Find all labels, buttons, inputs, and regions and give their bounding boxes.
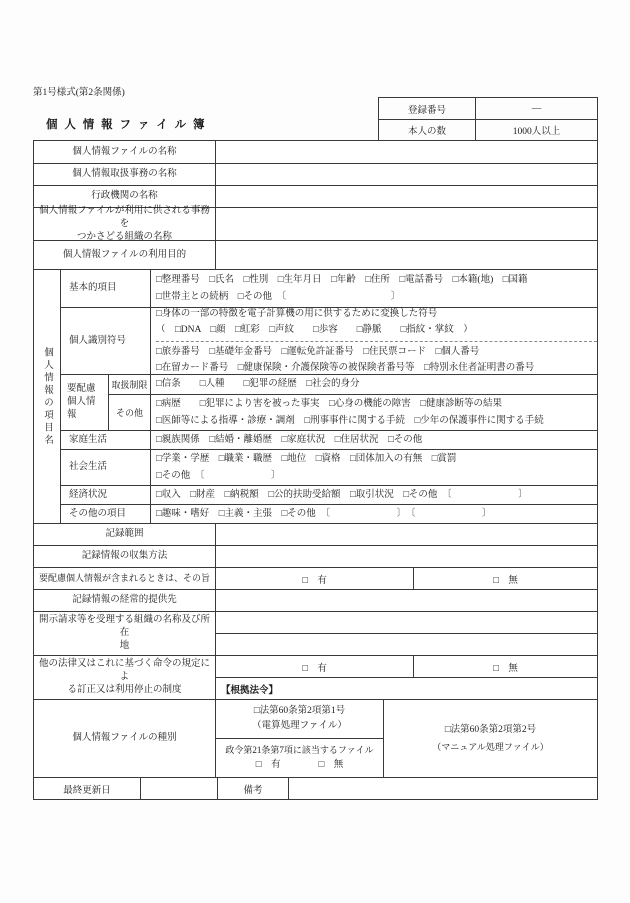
restriction-row: [109, 375, 597, 394]
form-number-note: 第1号様式(第2条関係): [33, 88, 125, 98]
last-updated-row: [34, 777, 597, 799]
org-name-field[interactable]: [216, 208, 597, 240]
identifier-number-line2: □在留カード番号 □健康保険・介護保険等の被保険者番号等 □特別永住者証明書の番号: [156, 363, 535, 373]
family-life-line1: □親族関係 □結婚・離婚歴 □家庭状況 □住居状況 □その他: [156, 434, 423, 445]
person-count-row: [379, 119, 597, 140]
sensitive-other-checkboxes[interactable]: [151, 395, 597, 430]
org-name-row: [34, 207, 597, 240]
page-title: 個 人 情 報 フ ァ イ ル 簿: [46, 119, 207, 131]
sensitive-included-yes-checkbox[interactable]: □ 有: [216, 568, 414, 589]
org-name-label-line1: 個人情報ファイルが利用に供される事務を: [39, 205, 210, 229]
electronic-file-line2: （電算処理ファイル）: [252, 721, 347, 731]
identifier-row: [61, 307, 597, 374]
manual-file-line1: □法第60条第2項第2号: [444, 725, 537, 735]
other-items-row: [61, 504, 597, 523]
family-life-checkboxes[interactable]: [151, 431, 597, 449]
sensitive-info-block: [61, 374, 597, 430]
org-name-label-line2: つかさどる組織の名称: [76, 231, 172, 242]
agency-name-field[interactable]: [216, 186, 597, 207]
registration-table: [378, 97, 598, 141]
economic-status-row: [61, 485, 597, 504]
identifier-bio-group: [156, 306, 597, 339]
org-name-label: [34, 205, 216, 242]
person-count-label: 本人の数: [379, 120, 476, 140]
other-items-label: その他の項目: [61, 505, 151, 523]
routine-provision-label: 記録情報の経常的提供先: [34, 590, 216, 611]
last-updated-field[interactable]: [141, 778, 218, 799]
sensitive-included-options: [216, 568, 597, 589]
disclosure-org-row: [34, 611, 597, 655]
disclosure-org-field-2[interactable]: [216, 633, 597, 655]
file-name-row: [34, 141, 597, 163]
routine-provision-row: [34, 589, 597, 611]
file-type-row: [34, 699, 597, 777]
cabinet-order-yes-no: □ 有 □ 無: [255, 760, 344, 770]
file-type-middle-column: [216, 700, 384, 777]
other-items-checkboxes[interactable]: [151, 505, 597, 523]
collection-method-label: 記録情報の収集方法: [34, 546, 216, 567]
correction-system-row: [34, 655, 597, 699]
record-scope-field[interactable]: [216, 524, 597, 545]
correction-system-label: [34, 656, 216, 699]
basic-items-label: 基本的項目: [61, 270, 151, 307]
other-items-line1: □趣味・嗜好 □主義・主張 □その他 〔 〕 〔 〕: [156, 508, 492, 519]
correction-system-options: [216, 656, 597, 677]
purpose-row: [34, 240, 597, 269]
economic-status-line1: □収入 □財産 □納税額 □公的扶助受給額 □取引状況 □その他 〔 〕: [156, 489, 528, 500]
correction-system-right: [216, 656, 597, 699]
electronic-file-checkbox[interactable]: [216, 700, 383, 738]
cabinet-order-line: 政令第21条第7項に該当するファイル: [225, 745, 374, 755]
social-life-line1: □学業・学歴 □職業・職歴 □地位 □資格 □団体加入の有無 □賞罰: [156, 454, 457, 464]
disclosure-org-label-line2: 地: [119, 641, 130, 651]
legal-basis-cell[interactable]: [216, 677, 597, 699]
identifier-number-group: [156, 341, 597, 377]
handling-name-label: 個人情報取扱事務の名称: [34, 164, 216, 185]
sensitive-other-line1: □病歴 □犯罪により害を被った事実 □心身の機能の障害 □健康診断等の結果: [156, 399, 502, 409]
handling-name-field[interactable]: [216, 164, 597, 185]
basic-items-line2: □世帯主との続柄 □その他 〔 〕: [156, 291, 401, 302]
last-updated-label: 最終更新日: [34, 778, 141, 799]
social-life-label: 社会生活: [61, 450, 151, 485]
remarks-field[interactable]: [289, 778, 597, 799]
restriction-checkboxes[interactable]: [151, 375, 597, 394]
family-life-label: 家庭生活: [61, 431, 151, 449]
basic-items-line1: □整理番号 □氏名 □性別 □生年月日 □年齢 □住所 □電話番号 □本籍(地) □国籍: [156, 275, 528, 285]
items-side-cell: [34, 270, 61, 523]
sensitive-info-label-cell: [61, 375, 109, 430]
correction-system-label-line2: る訂正又は利用停止の制度: [67, 685, 182, 695]
restriction-line1: □信条 □人種 □犯罪の経歴 □社会的身分: [156, 379, 360, 390]
identifier-checkboxes[interactable]: [151, 308, 597, 374]
sensitive-info-label: 要配慮個人情報: [67, 384, 96, 420]
routine-provision-field[interactable]: [216, 590, 597, 611]
sensitive-other-line2: □医師等による指導・診療・調剤 □刑事事件に関する手続 □少年の保護事件に関する手続: [156, 415, 544, 426]
registration-number-row: [379, 98, 597, 119]
person-count-value[interactable]: 1000人以上: [512, 127, 561, 137]
record-scope-row: [34, 523, 597, 545]
sensitive-other-row: [109, 394, 597, 430]
file-name-label: 個人情報ファイルの名称: [34, 141, 216, 163]
main-form-table: [33, 140, 598, 800]
items-section: [34, 269, 597, 523]
social-life-line2: □その他 〔 〕: [156, 470, 281, 481]
correction-system-no-checkbox[interactable]: □ 無: [493, 663, 518, 674]
disclosure-org-field-1[interactable]: [216, 612, 597, 633]
correction-system-yes-checkbox[interactable]: □ 有: [216, 656, 414, 677]
identifier-bio-line1: □身体の一部の特徴を電子計算機の用に供するために変換した符号: [156, 308, 438, 319]
sensitive-info-rows: [109, 375, 597, 430]
basic-items-row: [61, 270, 597, 307]
items-column: [61, 270, 597, 523]
collection-method-field[interactable]: [216, 546, 597, 567]
disclosure-org-label: [34, 612, 216, 655]
identifier-number-line1: □旅券番号 □基礎年金番号 □運転免許証番号 □住民票コード □個人番号: [156, 346, 480, 357]
social-life-row: [61, 449, 597, 485]
registration-number-label: 登録番号: [379, 98, 476, 119]
file-type-label: 個人情報ファイルの種別: [34, 700, 216, 777]
economic-status-label: 経済状況: [61, 486, 151, 504]
purpose-field[interactable]: [216, 241, 597, 269]
manual-file-line2: （マニュアル処理ファイル）: [432, 741, 549, 752]
handling-name-row: [34, 163, 597, 185]
disclosure-org-fields: [216, 612, 597, 655]
items-side-label: 個人情報の項目名: [42, 346, 52, 447]
disclosure-org-label-line1: 開示請求等を受理する組織の名称及び所在: [38, 615, 210, 638]
purpose-label: 個人情報ファイルの利用目的: [34, 241, 216, 269]
registration-number-value[interactable]: —: [531, 103, 542, 114]
social-life-checkboxes[interactable]: [151, 450, 597, 485]
correction-system-label-line1: 他の法律又はこれに基づく命令の規定によ: [38, 659, 210, 682]
legal-basis-label: 【根拠法令】: [221, 685, 279, 696]
sensitive-included-label: 要配慮個人情報が含まれるときは、その旨: [34, 568, 216, 589]
restriction-label: 取扱制限: [109, 375, 151, 394]
file-name-field[interactable]: [216, 141, 597, 163]
basic-items-checkboxes[interactable]: [151, 270, 597, 307]
sensitive-other-label: その他: [109, 395, 151, 430]
sensitive-included-row: [34, 567, 597, 589]
electronic-file-line1: □法第60条第2項第1号: [253, 706, 346, 716]
remarks-label: 備考: [218, 778, 289, 799]
manual-file-checkbox[interactable]: [384, 700, 597, 777]
economic-status-checkboxes[interactable]: [151, 486, 597, 504]
record-scope-label: 記録範囲: [34, 524, 216, 545]
cabinet-order-cell[interactable]: [216, 738, 383, 777]
identifier-label: 個人識別符号: [61, 308, 151, 374]
sensitive-included-no-checkbox[interactable]: □ 無: [493, 575, 518, 586]
identifier-bio-line2: （ □DNA □顔 □虹彩 □声紋 □歩容 □静脈 □指紋・掌紋 ）: [156, 325, 473, 335]
agency-name-label: 行政機関の名称: [34, 186, 216, 207]
collection-method-row: [34, 545, 597, 567]
family-life-row: [61, 430, 597, 449]
